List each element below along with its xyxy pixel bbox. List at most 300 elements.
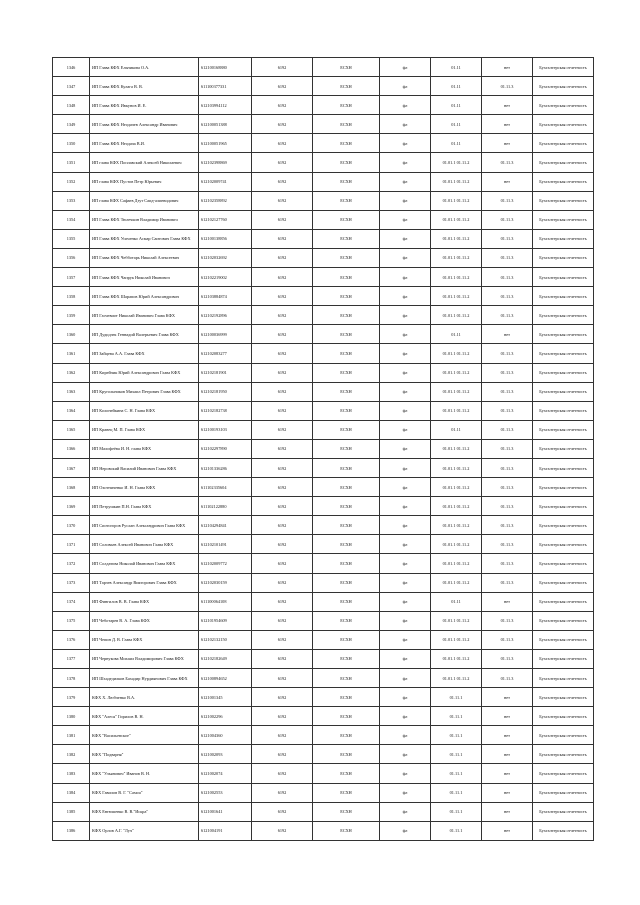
inn-number-cell: 612100894652 (199, 669, 252, 688)
tax-regime-cell: ЕСХН (313, 649, 380, 668)
document-type-cell: Бухгалтерская отчетность (533, 745, 594, 764)
inn-number-cell: 612102032692 (199, 248, 252, 267)
okved-main-cell: 01.01.1 01.11.2 (431, 210, 482, 229)
table-row (53, 382, 594, 401)
inn-number-cell: 611100377331 (199, 77, 252, 96)
table-row (53, 478, 594, 497)
entity-name-cell: ИП Глава КФХ Неодача В.И. (90, 134, 199, 153)
authority-code-cell: 6192 (252, 688, 313, 707)
tax-regime-cell: ЕСХН (313, 382, 380, 401)
inn-number-cell: 612100168880 (199, 58, 252, 77)
person-type-cell: фл (380, 134, 431, 153)
okved-additional-cell: нет (482, 821, 533, 840)
row-number-cell: 1365 (53, 420, 90, 439)
okved-additional-cell: 01.11.3 (482, 287, 533, 306)
person-type-cell: фл (380, 382, 431, 401)
table-row (53, 96, 594, 115)
okved-additional-cell: 01.11.3 (482, 306, 533, 325)
person-type-cell: фл (380, 630, 431, 649)
entity-name-cell: ИП Колонейкина С. Н. Глава КФХ (90, 401, 199, 420)
inn-number-cell: 612102181950 (199, 382, 252, 401)
row-number-cell: 1347 (53, 77, 90, 96)
okved-main-cell: 01.11 (431, 420, 482, 439)
person-type-cell: фл (380, 325, 431, 344)
authority-code-cell: 6192 (252, 172, 313, 191)
entity-name-cell: ИП Сиотогоров Руслан Александрович Глава КФХ (90, 516, 199, 535)
document-type-cell: Бухгалтерская отчетность (533, 439, 594, 458)
authority-code-cell: 6192 (252, 554, 313, 573)
inn-number-cell: 6121001641 (199, 802, 252, 821)
row-number-cell: 1360 (53, 325, 90, 344)
okved-main-cell: 01.11.1 (431, 802, 482, 821)
okved-additional-cell: нет (482, 134, 533, 153)
authority-code-cell: 6192 (252, 115, 313, 134)
entity-name-cell: ИП Кирейчик Юрий Александрович Глава КФХ (90, 363, 199, 382)
tax-regime-cell: ЕСХН (313, 573, 380, 592)
tax-regime-cell: ЕСХН (313, 535, 380, 554)
authority-code-cell: 6192 (252, 325, 313, 344)
table-row (53, 458, 594, 477)
row-number-cell: 1383 (53, 764, 90, 783)
okved-main-cell: 01.01.1 01.11.2 (431, 363, 482, 382)
entity-name-cell: ИП Фингилов В. В. Глава КФХ (90, 592, 199, 611)
row-number-cell: 1351 (53, 153, 90, 172)
okved-additional-cell: 01.11.3 (482, 439, 533, 458)
inn-number-cell: 6121002553 (199, 783, 252, 802)
table-row (53, 783, 594, 802)
document-type-cell: Бухгалтерская отчетность (533, 554, 594, 573)
okved-main-cell: 01.11.1 (431, 783, 482, 802)
table-row (53, 554, 594, 573)
table-row (53, 268, 594, 287)
okved-additional-cell: 01.11.3 (482, 649, 533, 668)
table-row (53, 649, 594, 668)
tax-regime-cell: ЕСХН (313, 707, 380, 726)
okved-main-cell: 01.01.1 01.11.2 (431, 382, 482, 401)
row-number-cell: 1368 (53, 478, 90, 497)
okved-additional-cell: 01.11.3 (482, 229, 533, 248)
inn-number-cell: 612102101491 (199, 535, 252, 554)
okved-additional-cell: 01.11.3 (482, 478, 533, 497)
table-row (53, 802, 594, 821)
inn-number-cell: 612102083277 (199, 344, 252, 363)
okved-main-cell: 01.11.1 (431, 764, 482, 783)
okved-additional-cell: нет (482, 707, 533, 726)
row-number-cell: 1382 (53, 745, 90, 764)
table-row (53, 344, 594, 363)
entity-name-cell: ИП глава КФХ Поплавский Алексей Николаевич (90, 153, 199, 172)
okved-main-cell: 01.01.1 01.11.2 (431, 306, 482, 325)
registry-table (52, 57, 594, 841)
row-number-cell: 1370 (53, 516, 90, 535)
authority-code-cell: 6192 (252, 764, 313, 783)
inn-number-cell: 612102127760 (199, 210, 252, 229)
tax-regime-cell: ЕСХН (313, 287, 380, 306)
authority-code-cell: 6192 (252, 669, 313, 688)
person-type-cell: фл (380, 649, 431, 668)
inn-number-cell: 612101954609 (199, 611, 252, 630)
tax-regime-cell: ЕСХН (313, 401, 380, 420)
document-type-cell: Бухгалтерская отчетность (533, 783, 594, 802)
authority-code-cell: 6192 (252, 248, 313, 267)
authority-code-cell: 6192 (252, 363, 313, 382)
person-type-cell: фл (380, 306, 431, 325)
document-type-cell: Бухгалтерская отчетность (533, 458, 594, 477)
okved-additional-cell: 01.11.3 (482, 535, 533, 554)
table-row (53, 58, 594, 77)
tax-regime-cell: ЕСХН (313, 248, 380, 267)
person-type-cell: фл (380, 516, 431, 535)
inn-number-cell: 6121004360 (199, 726, 252, 745)
authority-code-cell: 6192 (252, 497, 313, 516)
tax-regime-cell: ЕСХН (313, 669, 380, 688)
okved-additional-cell: нет (482, 592, 533, 611)
okved-additional-cell: 01.11.3 (482, 363, 533, 382)
okved-additional-cell: нет (482, 172, 533, 191)
tax-regime-cell: ЕСХН (313, 497, 380, 516)
person-type-cell: фл (380, 764, 431, 783)
okved-main-cell: 01.11 (431, 96, 482, 115)
person-type-cell: фл (380, 478, 431, 497)
okved-additional-cell: 01.11.3 (482, 210, 533, 229)
okved-main-cell: 01.11 (431, 58, 482, 77)
okved-main-cell: 01.01.1 01.11.2 (431, 573, 482, 592)
inn-number-cell: 612100193103 (199, 420, 252, 439)
okved-main-cell: 01.11 (431, 115, 482, 134)
row-number-cell: 1377 (53, 649, 90, 668)
okved-additional-cell: 01.11.3 (482, 516, 533, 535)
authority-code-cell: 6192 (252, 268, 313, 287)
okved-main-cell: 01.11 (431, 77, 482, 96)
entity-name-cell: ИП Петрушкин П.Н. Глава КФХ (90, 497, 199, 516)
okved-main-cell: 01.11.1 (431, 726, 482, 745)
person-type-cell: фл (380, 783, 431, 802)
entity-name-cell: КФХ "Васильевское" (90, 726, 199, 745)
inn-number-cell: 612100138856 (199, 229, 252, 248)
tax-regime-cell: ЕСХН (313, 420, 380, 439)
okved-main-cell: 01.01.1 01.11.2 (431, 344, 482, 363)
tax-regime-cell: ЕСХН (313, 58, 380, 77)
tax-regime-cell: ЕСХН (313, 783, 380, 802)
tax-regime-cell: ЕСХН (313, 153, 380, 172)
row-number-cell: 1379 (53, 688, 90, 707)
authority-code-cell: 6192 (252, 611, 313, 630)
okved-additional-cell: 01.11.3 (482, 382, 533, 401)
person-type-cell: фл (380, 96, 431, 115)
row-number-cell: 1378 (53, 669, 90, 688)
authority-code-cell: 6192 (252, 210, 313, 229)
okved-main-cell: 01.01.1 01.11.2 (431, 458, 482, 477)
okved-main-cell: 01.01.1 01.11.2 (431, 287, 482, 306)
inn-number-cell: 612102030159 (199, 573, 252, 592)
inn-number-cell: 6121001345 (199, 688, 252, 707)
table-row (53, 77, 594, 96)
tax-regime-cell: ЕСХН (313, 478, 380, 497)
inn-number-cell: 612102358892 (199, 191, 252, 210)
okved-main-cell: 01.01.1 01.11.2 (431, 497, 482, 516)
person-type-cell: фл (380, 210, 431, 229)
document-type-cell: Бухгалтерская отчетность (533, 382, 594, 401)
okved-additional-cell: нет (482, 325, 533, 344)
table-row (53, 229, 594, 248)
okved-main-cell: 01.11 (431, 134, 482, 153)
tax-regime-cell: ЕСХН (313, 134, 380, 153)
okved-additional-cell: нет (482, 745, 533, 764)
table-row (53, 134, 594, 153)
row-number-cell: 1385 (53, 802, 90, 821)
document-type-cell: Бухгалтерская отчетность (533, 821, 594, 840)
entity-name-cell: ИП Гасчевиот Николай Иванович Глава КФХ (90, 306, 199, 325)
table-row (53, 248, 594, 267)
okved-additional-cell: 01.11.3 (482, 268, 533, 287)
document-type-cell: Бухгалтерская отчетность (533, 649, 594, 668)
person-type-cell: фл (380, 688, 431, 707)
okved-main-cell: 01.01.1 01.11.2 (431, 439, 482, 458)
row-number-cell: 1352 (53, 172, 90, 191)
person-type-cell: фл (380, 77, 431, 96)
tax-regime-cell: ЕСХН (313, 726, 380, 745)
person-type-cell: фл (380, 115, 431, 134)
authority-code-cell: 6192 (252, 306, 313, 325)
person-type-cell: фл (380, 726, 431, 745)
tax-regime-cell: ЕСХН (313, 630, 380, 649)
okved-main-cell: 01.01.1 01.11.2 (431, 630, 482, 649)
row-number-cell: 1358 (53, 287, 90, 306)
okved-additional-cell: 01.11.3 (482, 573, 533, 592)
entity-name-cell: ИП глава КФХ Пустов Петр Юрьевич (90, 172, 199, 191)
authority-code-cell: 6192 (252, 478, 313, 497)
table-row (53, 306, 594, 325)
person-type-cell: фл (380, 191, 431, 210)
entity-name-cell: КФХ "Подварня" (90, 745, 199, 764)
table-row (53, 401, 594, 420)
tax-regime-cell: ЕСХН (313, 229, 380, 248)
entity-name-cell: ИП Глава КФХ Кулага В. В. (90, 77, 199, 96)
registry-table-body (53, 58, 594, 841)
inn-number-cell: 611100064108 (199, 592, 252, 611)
table-row (53, 573, 594, 592)
authority-code-cell: 6192 (252, 707, 313, 726)
okved-main-cell: 01.01.1 01.11.2 (431, 401, 482, 420)
row-number-cell: 1376 (53, 630, 90, 649)
okved-additional-cell: 01.11.3 (482, 191, 533, 210)
entity-name-cell: ИП глава КФХ Сафаев Дзут Саид-алиевидович (90, 191, 199, 210)
authority-code-cell: 6192 (252, 573, 313, 592)
document-type-cell: Бухгалтерская отчетность (533, 287, 594, 306)
inn-number-cell: 612100036999 (199, 325, 252, 344)
okved-main-cell: 01.01.1 01.11.2 (431, 153, 482, 172)
entity-name-cell: ИП Зайцева А.А. Глава КФХ (90, 344, 199, 363)
okved-main-cell: 01.01.1 01.11.2 (431, 516, 482, 535)
document-type-cell: Бухгалтерская отчетность (533, 497, 594, 516)
okved-additional-cell: 01.11.3 (482, 153, 533, 172)
okved-additional-cell: нет (482, 764, 533, 783)
entity-name-cell: ИП Малофеёва И. Н. глава КФХ (90, 439, 199, 458)
authority-code-cell: 6192 (252, 96, 313, 115)
authority-code-cell: 6192 (252, 58, 313, 77)
row-number-cell: 1349 (53, 115, 90, 134)
tax-regime-cell: ЕСХН (313, 516, 380, 535)
person-type-cell: фл (380, 401, 431, 420)
okved-additional-cell: 01.11.3 (482, 248, 533, 267)
entity-name-cell: ИП Чернукова Михаил Владимирович Глава КФХ (90, 649, 199, 668)
inn-number-cell: 612102181901 (199, 363, 252, 382)
inn-number-cell: 612104294841 (199, 516, 252, 535)
okved-additional-cell: 01.11.3 (482, 77, 533, 96)
document-type-cell: Бухгалтерская отчетность (533, 630, 594, 649)
okved-additional-cell: нет (482, 802, 533, 821)
document-type-cell: Бухгалтерская отчетность (533, 420, 594, 439)
row-number-cell: 1355 (53, 229, 90, 248)
entity-name-cell: КФХ Орлов А.Г. "Луч" (90, 821, 199, 840)
document-type-cell: Бухгалтерская отчетность (533, 268, 594, 287)
inn-number-cell: 612102192896 (199, 306, 252, 325)
table-row (53, 287, 594, 306)
person-type-cell: фл (380, 497, 431, 516)
inn-number-cell: 612100051965 (199, 134, 252, 153)
inn-number-cell: 612102009741 (199, 172, 252, 191)
table-row (53, 191, 594, 210)
row-number-cell: 1384 (53, 783, 90, 802)
document-type-cell: Бухгалтерская отчетность (533, 669, 594, 688)
authority-code-cell: 6192 (252, 516, 313, 535)
row-number-cell: 1363 (53, 382, 90, 401)
inn-number-cell: 612103994112 (199, 96, 252, 115)
tax-regime-cell: ЕСХН (313, 363, 380, 382)
person-type-cell: фл (380, 611, 431, 630)
person-type-cell: фл (380, 420, 431, 439)
inn-number-cell: 612102009772 (199, 554, 252, 573)
inn-number-cell: 612102398869 (199, 153, 252, 172)
authority-code-cell: 6192 (252, 420, 313, 439)
tax-regime-cell: ЕСХН (313, 592, 380, 611)
okved-main-cell: 01.01.1 01.11.2 (431, 248, 482, 267)
authority-code-cell: 6192 (252, 153, 313, 172)
row-number-cell: 1371 (53, 535, 90, 554)
person-type-cell: фл (380, 535, 431, 554)
row-number-cell: 1373 (53, 573, 90, 592)
inn-number-cell: 612101336286 (199, 458, 252, 477)
person-type-cell: фл (380, 172, 431, 191)
inn-number-cell: 612100051388 (199, 115, 252, 134)
okved-additional-cell: нет (482, 688, 533, 707)
entity-name-cell: ИП Глава КФХ Ельникова О.А. (90, 58, 199, 77)
okved-main-cell: 01.11 (431, 325, 482, 344)
row-number-cell: 1372 (53, 554, 90, 573)
okved-additional-cell: 01.11.3 (482, 611, 533, 630)
okved-main-cell: 01.01.1 01.11.2 (431, 478, 482, 497)
tax-regime-cell: ЕСХН (313, 745, 380, 764)
document-type-cell: Бухгалтерская отчетность (533, 77, 594, 96)
okved-main-cell: 01.01.1 01.11.2 (431, 191, 482, 210)
okved-main-cell: 01.11 (431, 592, 482, 611)
person-type-cell: фл (380, 58, 431, 77)
document-type-cell: Бухгалтерская отчетность (533, 248, 594, 267)
authority-code-cell: 6192 (252, 344, 313, 363)
document-type-cell: Бухгалтерская отчетность (533, 802, 594, 821)
entity-name-cell: ИП Чепин Д. В. Глава КФХ (90, 630, 199, 649)
person-type-cell: фл (380, 363, 431, 382)
row-number-cell: 1361 (53, 344, 90, 363)
entity-name-cell: КФХ "Алеся" Гирилов В. Н. (90, 707, 199, 726)
document-type-cell: Бухгалтерская отчетность (533, 611, 594, 630)
person-type-cell: фл (380, 248, 431, 267)
row-number-cell: 1359 (53, 306, 90, 325)
document-type-cell: Бухгалтерская отчетность (533, 58, 594, 77)
table-row (53, 745, 594, 764)
okved-additional-cell: 01.11.3 (482, 497, 533, 516)
person-type-cell: фл (380, 573, 431, 592)
okved-additional-cell: нет (482, 783, 533, 802)
entity-name-cell: КФХ Х. Любченко В.А. (90, 688, 199, 707)
entity-name-cell: ИП Охотниченко И. Н. Глава КФХ (90, 478, 199, 497)
inn-number-cell: 612102182649 (199, 649, 252, 668)
tax-regime-cell: ЕСХН (313, 77, 380, 96)
inn-number-cell: 611102122880 (199, 497, 252, 516)
document-type-cell: Бухгалтерская отчетность (533, 516, 594, 535)
table-row (53, 821, 594, 840)
entity-name-cell: ИП Кругольников Михаил Петрович Глава КФХ (90, 382, 199, 401)
okved-additional-cell: 01.11.3 (482, 669, 533, 688)
entity-name-cell: ИП Кравец М. П. Глава КФХ (90, 420, 199, 439)
okved-additional-cell: нет (482, 58, 533, 77)
document-type-cell: Бухгалтерская отчетность (533, 344, 594, 363)
document-type-cell: Бухгалтерская отчетность (533, 401, 594, 420)
entity-name-cell: ИП Глава КФХ Тюлечкин Владимир Иванович (90, 210, 199, 229)
authority-code-cell: 6192 (252, 287, 313, 306)
row-number-cell: 1362 (53, 363, 90, 382)
okved-additional-cell: 01.11.3 (482, 420, 533, 439)
person-type-cell: фл (380, 707, 431, 726)
table-row (53, 325, 594, 344)
tax-regime-cell: ЕСХН (313, 439, 380, 458)
entity-name-cell: ИП Дудидзек Геннадий Валерьевич Глава КФХ (90, 325, 199, 344)
tax-regime-cell: ЕСХН (313, 611, 380, 630)
table-row (53, 172, 594, 191)
entity-name-cell: ИП Глава КФХ Неодачев Александр Иванович (90, 115, 199, 134)
document-type-cell: Бухгалтерская отчетность (533, 191, 594, 210)
inn-number-cell: 6121002074 (199, 764, 252, 783)
okved-additional-cell: 01.11.3 (482, 344, 533, 363)
person-type-cell: фл (380, 669, 431, 688)
document-type-cell: Бухгалтерская отчетность (533, 592, 594, 611)
row-number-cell: 1346 (53, 58, 90, 77)
person-type-cell: фл (380, 592, 431, 611)
document-type-cell: Бухгалтерская отчетность (533, 172, 594, 191)
tax-regime-cell: ЕСХН (313, 764, 380, 783)
authority-code-cell: 6192 (252, 458, 313, 477)
person-type-cell: фл (380, 745, 431, 764)
okved-main-cell: 01.01.1 01.11.2 (431, 535, 482, 554)
person-type-cell: фл (380, 458, 431, 477)
document-page (52, 57, 587, 841)
person-type-cell: фл (380, 821, 431, 840)
row-number-cell: 1353 (53, 191, 90, 210)
table-row (53, 535, 594, 554)
row-number-cell: 1369 (53, 497, 90, 516)
person-type-cell: фл (380, 268, 431, 287)
tax-regime-cell: ЕСХН (313, 458, 380, 477)
document-type-cell: Бухгалтерская отчетность (533, 306, 594, 325)
row-number-cell: 1350 (53, 134, 90, 153)
okved-main-cell: 01.11.1 (431, 707, 482, 726)
okved-main-cell: 01.11.1 (431, 745, 482, 764)
document-type-cell: Бухгалтерская отчетность (533, 573, 594, 592)
tax-regime-cell: ЕСХН (313, 821, 380, 840)
table-row (53, 707, 594, 726)
entity-name-cell: ИП Тарзев Александр Викторович Глава КФХ (90, 573, 199, 592)
document-type-cell: Бухгалтерская отчетность (533, 764, 594, 783)
